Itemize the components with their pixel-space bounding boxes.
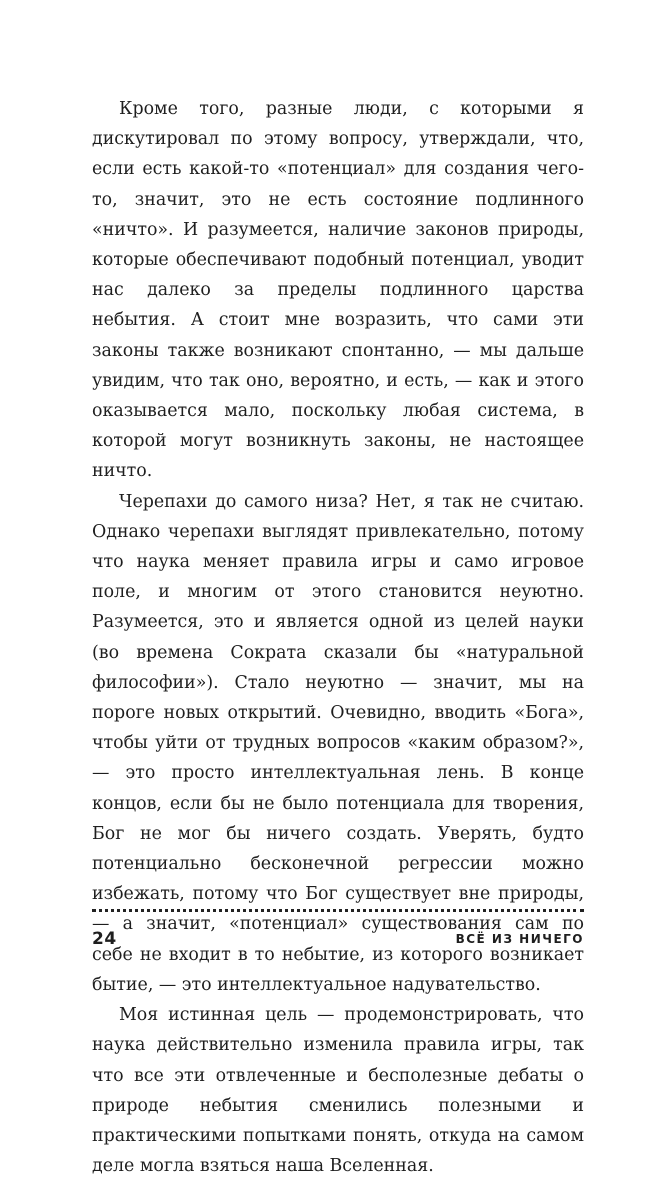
running-title: ВСЁ ИЗ НИЧЕГО	[455, 932, 584, 946]
paragraph-turtles: Черепахи до самого низа? Нет, я так не считаю. Однако черепахи выглядят привлекательно, потому что наука меняет правила игры и само игровое поле, и многим от этого становится неуютно. Разумеется, это и является одной из целей науки (во времена Сократа сказали бы «натуральной философии»). Стало неуютно — значит, мы на пороге новых открытий. Очевидно, вводить «Бога», чтобы уйти от трудных вопросов «каким образом?», — это просто интеллектуальная лень. В конце концов, если бы не было потенциала для творения, Бог не мог бы ничего создать. Уверять, будто потенциально бесконечной регрессии можно избежать, потому что Бог существует вне природы, — а значит, «потенциал» существования сам по себе не входит в то небытие, из которого возникает бытие, — это интеллектуальное надувательство.	[92, 491, 584, 995]
paragraph-true-goal: Моя истинная цель — продемонстрировать, что наука действительно изменила правила игры, так что все эти отвлеченные и бесполезные дебаты о природе небытия сменились полезными и практическими попытками понять, откуда на самом деле могла взяться наша Вселенная.	[92, 1005, 584, 1177]
book-page-body	[92, 94, 584, 1181]
page-footer	[92, 928, 584, 950]
paragraph-potential: Кроме того, разные люди, с которыми я дискутировал по этому вопросу, утверждали, что, если есть какой-то «потенциал» для создания чего-то, значит, это не есть состояние подлинного «ничто». И разумеется, наличие законов природы, которые обеспечивают подобный потенциал, уводит нас далеко за пределы подлинного царства небытия. А стоит мне возразить, что сами эти законы также возникают спонтанно, — мы дальше увидим, что так оно, вероятно, и есть, — как и этого оказывается мало, поскольку любая система, в которой могут возникнуть законы, не настоящее ничто.	[92, 99, 584, 482]
footer-divider	[92, 909, 584, 912]
page-number: 24	[92, 929, 117, 949]
